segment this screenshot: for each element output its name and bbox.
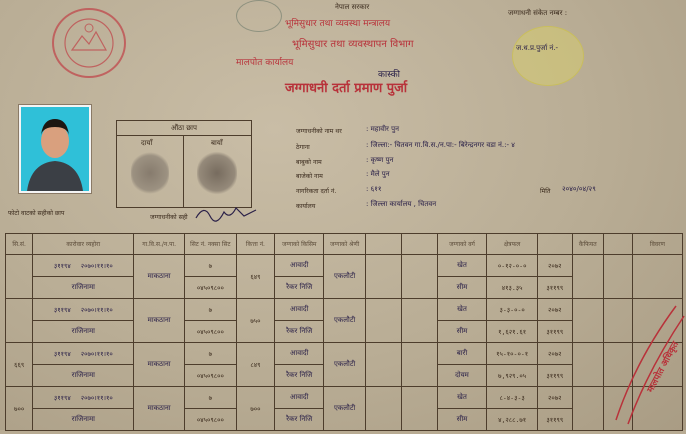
cell-doc: ३११९४ (53, 350, 71, 358)
cell-txn: राजिनामा (33, 409, 134, 431)
col-header: कारोवार व्यहोरा (33, 234, 134, 255)
col-header (537, 234, 572, 255)
cell-kitta: ६४९ (236, 255, 274, 299)
cell-area1: ३-३-०-० (487, 299, 538, 321)
cell-map: ०४५०९८०० (185, 365, 237, 387)
date-label: मिति (540, 188, 551, 195)
col-header: सिट नं. नक्सा सिट (185, 234, 237, 255)
col-header: जग्गाको वर्ग (437, 234, 487, 255)
photo-caption: फोटो वाटको सहीको छाप (8, 210, 65, 217)
cell-area1: १५-१०-०-१ (487, 343, 538, 365)
cell-doc: ३११९४ (53, 306, 71, 314)
ministry-name: भूमिसुधार तथा व्यवस्था मन्त्रालय (285, 19, 391, 29)
col-header (603, 234, 632, 255)
cell-sn (6, 299, 33, 343)
cell-sn: ७०० (6, 387, 33, 431)
left-thumbprint (131, 151, 169, 195)
government-emblem (52, 8, 126, 78)
col-header (401, 234, 437, 255)
cell-cat1: बारी (437, 343, 487, 365)
table-row (6, 343, 683, 365)
owner-photo (18, 104, 92, 194)
land-records-table (5, 233, 683, 431)
txn-ref-cell (33, 387, 134, 409)
office-seal (236, 0, 282, 32)
cell-empty (401, 387, 437, 431)
cell-kitta: ८४९ (236, 343, 274, 387)
col-header: कैफियत (572, 234, 603, 255)
department-name: भूमिसुधार तथा व्यवस्थापन विभाग (292, 39, 414, 50)
cell-empty (572, 387, 603, 431)
cell-area2: ७,९२९.०५ (487, 365, 538, 387)
issuer-value: : जिल्ला कार्यालय , चितवन (366, 200, 437, 208)
cell-cat1: खेत (437, 387, 487, 409)
cell-empty (572, 255, 603, 299)
cell-empty (401, 343, 437, 387)
cell-txn: राजिनामा (33, 321, 134, 343)
cell-area2: ४१३.३५ (487, 277, 538, 299)
cell-sheet: ७ (185, 299, 237, 321)
cell-cat2: सीम (437, 321, 487, 343)
cell-date: २०७०।११।१० (80, 306, 113, 314)
txn-ref-cell (33, 299, 134, 321)
father-label: बाबुको नाम (296, 159, 322, 166)
thumb-left-label: दायाँ (141, 139, 153, 147)
cell-txn: राजिनामा (33, 365, 134, 387)
cell-yr: २०७२ (537, 387, 572, 409)
col-header: गा.वि.स./न.पा. (134, 234, 185, 255)
name-value: : महावीर पुन (366, 125, 399, 133)
district-name: कास्की (378, 70, 400, 80)
cell-vdc: माकठाना (134, 343, 185, 387)
official-red-stamp (606, 300, 686, 430)
signature-caption: जग्गाधनीको सही (150, 214, 188, 221)
cell-sheet: ७ (185, 387, 237, 409)
col-header: जग्गाको श्रेणी (324, 234, 366, 255)
thumb-right-label: बायाँ (211, 139, 223, 147)
thumbprint-box (116, 120, 252, 208)
office-name: मालपोत कार्यालय (236, 58, 294, 68)
cell-cat2: सीम (437, 277, 487, 299)
cell-empty (365, 255, 401, 299)
cell-sn: ६६९ (6, 343, 33, 387)
cell-doc: ३११९४ (53, 394, 71, 402)
citizenship-value: : ६११ (366, 185, 382, 193)
citizenship-label: नागरिकता दर्ता नं. (296, 188, 337, 195)
cell-map: ०४५०९८०० (185, 321, 237, 343)
cell-vdc: माकठाना (134, 387, 185, 431)
cell-sn (6, 255, 33, 299)
cell-area2: १,६२१.६१ (487, 321, 538, 343)
cell-map: ०४५०९८०० (185, 409, 237, 431)
cell-kitta: ७०० (236, 387, 274, 431)
cell-cls: एकलौटी (324, 299, 366, 343)
right-thumbprint (197, 151, 237, 195)
cell-area1: ०-१२-०-० (487, 255, 538, 277)
cell-txn: राजिनामा (33, 277, 134, 299)
cell-type1: आवादी (275, 255, 324, 277)
txn-ref-cell (33, 343, 134, 365)
txn-ref-cell (33, 255, 134, 277)
cell-type2: रैकर निजि (275, 321, 324, 343)
cell-type1: आवादी (275, 299, 324, 321)
date-value: २०४०/०४/२९ (562, 185, 596, 193)
stamp-text: मालपोत अधिकृत (645, 339, 682, 395)
document-title: जग्गाधनी दर्ता प्रमाण पुर्जा (285, 81, 408, 96)
cell-date: २०७०।११।१० (80, 394, 113, 402)
name-label: जग्गाधनीको नाम थर (296, 128, 342, 135)
address-value: : जिल्ला:- चितवन गा.वि.स./न.पा:- बिरेन्द्रनगर वडा नं.:- ४ (366, 141, 515, 149)
cell-empty (632, 255, 682, 299)
cell-type2: रैकर निजि (275, 365, 324, 387)
cell-cls: एकलौटी (324, 343, 366, 387)
cell-vdc: माकठाना (134, 299, 185, 343)
grandfather-value: : मैले पुन (366, 170, 390, 178)
cell-date: २०७०।११।१० (80, 350, 113, 358)
cell-area1: ८-४-३-३ (487, 387, 538, 409)
cell-empty (401, 299, 437, 343)
cell-type1: आवादी (275, 387, 324, 409)
cell-type2: रैकर निजि (275, 277, 324, 299)
cell-cat1: खेत (437, 299, 487, 321)
grandfather-label: बाजेको नाम (296, 173, 323, 180)
gov-label: नेपाल सरकार (335, 3, 370, 11)
cell-yr: २०७२ (537, 299, 572, 321)
yellow-stamp (512, 26, 584, 86)
cell-ref: ३११९९ (537, 277, 572, 299)
cell-doc: ३११९४ (53, 262, 71, 270)
cell-map: ०४५०९८०० (185, 277, 237, 299)
cell-ref: ३११९९ (537, 321, 572, 343)
cell-area2: ४,२८८.७१ (487, 409, 538, 431)
cell-empty (401, 255, 437, 299)
cell-kitta: ७५० (236, 299, 274, 343)
landowner-code-label: जग्गाधनी संकेत नम्बर : (508, 9, 568, 17)
col-header: विवरण (632, 234, 682, 255)
table-row (6, 387, 683, 409)
thumbprint-title: औंठा छाप (117, 121, 251, 136)
cell-date: २०७०।११।१० (80, 262, 113, 270)
col-header: क्षेत्रफल (487, 234, 538, 255)
cell-sheet: ७ (185, 255, 237, 277)
cell-yr: २०७२ (537, 255, 572, 277)
cell-yr: २०७२ (537, 343, 572, 365)
cell-type2: रैकर निजि (275, 409, 324, 431)
cell-ref: ३११९९ (537, 365, 572, 387)
cell-cat2: दोयम (437, 365, 487, 387)
cell-empty (365, 343, 401, 387)
cell-vdc: माकठाना (134, 255, 185, 299)
cell-empty (572, 343, 603, 387)
table-row (6, 255, 683, 277)
cell-cat2: सीम (437, 409, 487, 431)
cell-cls: एकलौटी (324, 387, 366, 431)
table-header-row (6, 234, 683, 255)
cell-empty (365, 387, 401, 431)
table-row (6, 299, 683, 321)
col-header: सि.सं. (6, 234, 33, 255)
cell-ref: ३११९९ (537, 409, 572, 431)
col-header (365, 234, 401, 255)
cell-empty (572, 299, 603, 343)
owner-signature (194, 200, 258, 224)
col-header: जग्गाको किसिम (275, 234, 324, 255)
landowner-code-value: ज.ध.प्र.पुर्जा नं.- (516, 44, 559, 52)
cell-empty (603, 255, 632, 299)
col-header: कित्ता नं. (236, 234, 274, 255)
cell-cat1: खेत (437, 255, 487, 277)
father-value: : कृष्ण पुन (366, 156, 394, 164)
cell-type1: आवादी (275, 343, 324, 365)
issuer-label: कार्यालय (296, 203, 316, 210)
address-label: ठेगाना (296, 144, 310, 151)
cell-cls: एकलौटी (324, 255, 366, 299)
cell-empty (365, 299, 401, 343)
cell-sheet: ७ (185, 343, 237, 365)
